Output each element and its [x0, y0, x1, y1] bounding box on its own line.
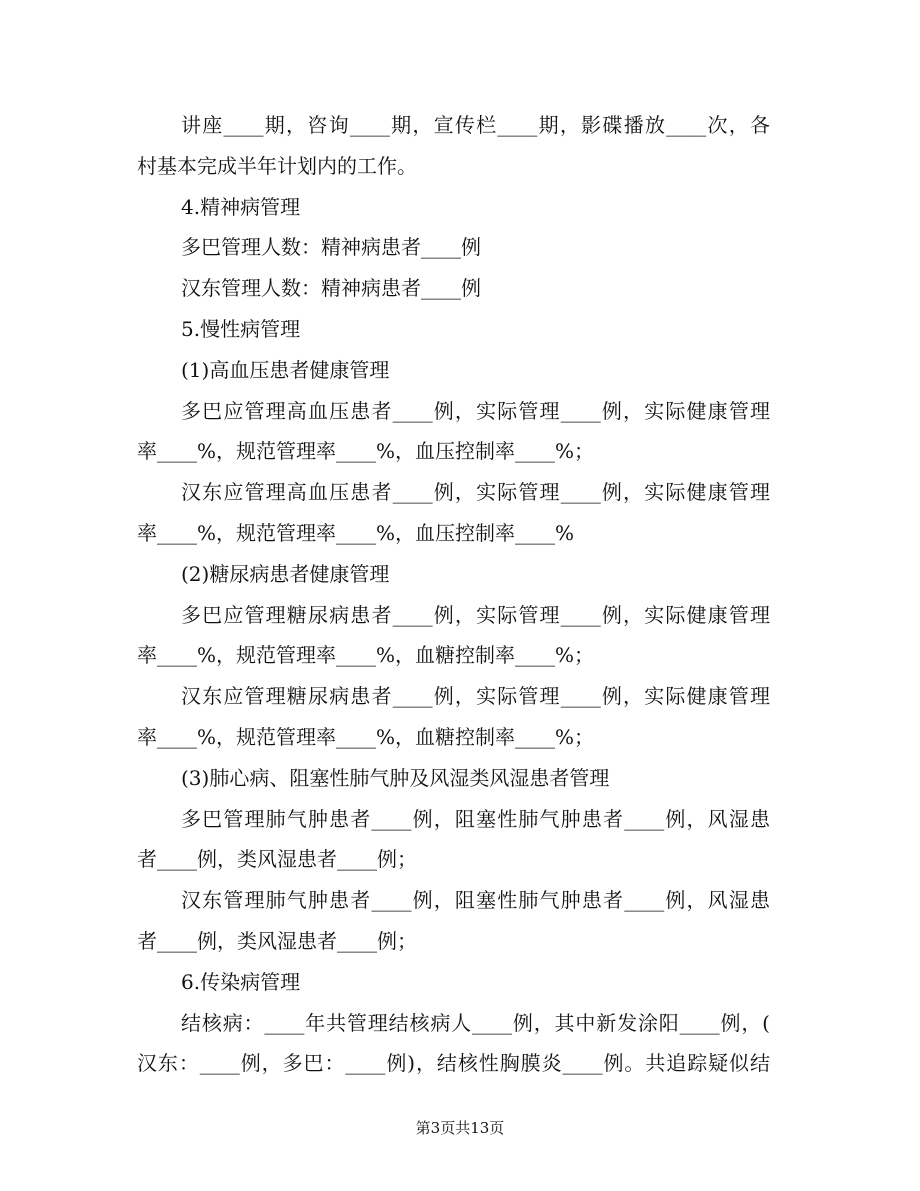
paragraph-hypertension-duoba-line: 率____%，规范管理率____%，血压控制率____%；: [137, 439, 595, 464]
section-heading-infectious-disease: 6.传染病管理: [181, 969, 301, 994]
paragraph-diabetes-duoba-line: 多巴应管理糖尿病患者____例，实际管理____例，实际健康管理: [181, 602, 770, 627]
paragraph-hypertension-handong-line: 率____%，规范管理率____%，血压控制率____%: [137, 520, 575, 545]
paragraph-mental-duoba: 多巴管理人数：精神病患者____例: [181, 235, 481, 260]
paragraph-health-education-line: 讲座____期，咨询____期，宣传栏____期，影碟播放____次，各: [181, 113, 770, 137]
paragraph-copd-duoba-line: 多巴管理肺气肿患者____例，阻塞性肺气肿患者____例，风湿患: [181, 806, 770, 831]
paragraph-copd-duoba-line: 者____例，类风湿患者____例；: [137, 847, 417, 872]
paragraph-copd-handong-line: 者____例，类风湿患者____例；: [137, 928, 417, 953]
paragraph-diabetes-handong-line: 率____%，规范管理率____%，血糖控制率____%；: [137, 724, 595, 749]
page-number-footer: 第3页共13页: [415, 1119, 505, 1137]
subheading-copd-rheumatism: (3)肺心病、阻塞性肺气肿及风湿类风湿患者管理: [181, 765, 610, 790]
paragraph-hypertension-duoba-line: 多巴应管理高血压患者____例，实际管理____例，实际健康管理: [181, 398, 770, 423]
section-heading-chronic-disease: 5.慢性病管理: [181, 316, 301, 341]
paragraph-tuberculosis-line: 汉东：____例，多巴：____例)，结核性胸膜炎____例。共追踪疑似结: [137, 1051, 770, 1076]
paragraph-diabetes-handong-line: 汉东应管理糖尿病患者____例，实际管理____例，实际健康管理: [181, 684, 770, 709]
subheading-hypertension: (1)高血压患者健康管理: [181, 357, 390, 382]
paragraph-tuberculosis-line: 结核病：____年共管理结核病人____例，其中新发涂阳____例，(: [181, 1010, 770, 1035]
document-body: [137, 105, 770, 1084]
subheading-diabetes: (2)糖尿病患者健康管理: [181, 561, 390, 586]
paragraph-diabetes-duoba-line: 率____%，规范管理率____%，血糖控制率____%；: [137, 643, 595, 668]
paragraph-health-education-line: 村基本完成半年计划内的工作。: [137, 153, 417, 178]
paragraph-hypertension-handong-line: 汉东应管理高血压患者____例，实际管理____例，实际健康管理: [181, 480, 770, 505]
paragraph-mental-handong: 汉东管理人数：精神病患者____例: [181, 276, 481, 301]
paragraph-copd-handong-line: 汉东管理肺气肿患者____例，阻塞性肺气肿患者____例，风湿患: [181, 888, 770, 913]
section-heading-mental-illness: 4.精神病管理: [181, 194, 301, 219]
